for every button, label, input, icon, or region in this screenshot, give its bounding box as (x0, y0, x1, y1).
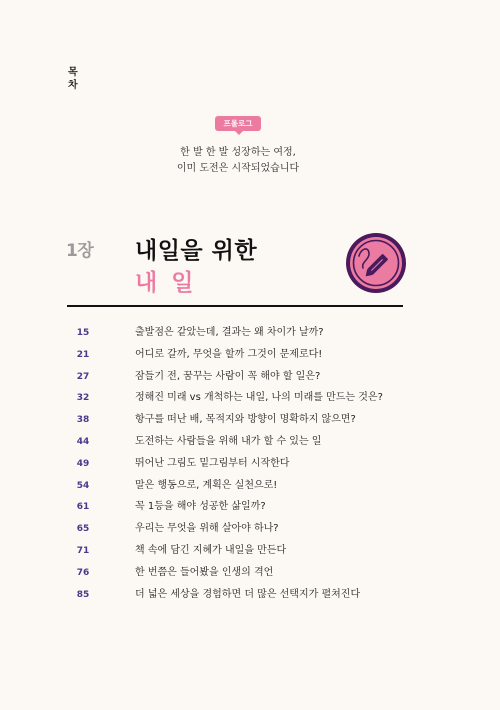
toc-entry-title: 잠들기 전, 꿈꾸는 사람이 꼭 해야 할 일은? (135, 370, 321, 382)
toc-page-number: 71 (76, 545, 90, 556)
toc-entry-title: 한 번쯤은 들어봤을 인생의 격언 (135, 566, 274, 578)
toc-page-number: 76 (76, 567, 90, 578)
toc-page-number: 44 (76, 436, 90, 447)
toc-page-number: 65 (76, 524, 90, 535)
toc-entry[interactable] (0, 479, 500, 501)
toc-page-number: 49 (76, 458, 90, 469)
toc-page-number: 85 (76, 589, 90, 600)
chapter-title-line-1: 내일을 위한 (135, 238, 258, 264)
toc-entry-title: 도전하는 사람들을 위해 내가 할 수 있는 일 (135, 435, 322, 447)
prologue-line-2: 이미 도전은 시작되었습니다 (176, 163, 300, 174)
chapter-number: 1장 (66, 241, 94, 261)
chapter-title-line-2: 내 일 (135, 270, 197, 296)
toc-entry-title: 꼭 1등을 해야 성공한 삶일까? (135, 501, 266, 513)
toc-entry[interactable] (0, 348, 500, 370)
toc-entry[interactable] (0, 457, 500, 479)
toc-entry-title: 항구를 떠난 배, 목적지와 방향이 명확하지 않으면? (135, 414, 356, 426)
toc-entry-title: 더 넓은 세상을 경험하면 더 많은 선택지가 펼쳐진다 (135, 588, 361, 600)
toc-entry[interactable] (0, 500, 500, 522)
toc-entry[interactable] (0, 435, 500, 457)
toc-entry[interactable] (0, 566, 500, 588)
toc-page-number: 32 (76, 393, 90, 404)
divider (67, 305, 403, 307)
pencil-icon (345, 232, 407, 294)
prologue-line-1: 한 발 한 발 성장하는 여정, (180, 147, 296, 158)
toc-page-number: 27 (76, 371, 90, 382)
prologue-badge[interactable]: 프롤로그 (215, 116, 261, 131)
toc-entry-title: 뛰어난 그림도 밑그림부터 시작한다 (135, 457, 290, 469)
toc-page-number: 21 (76, 349, 90, 360)
prologue-text (138, 145, 338, 177)
toc-entry[interactable] (0, 370, 500, 392)
toc-page-number: 15 (76, 328, 90, 338)
toc-entry[interactable] (0, 522, 500, 544)
toc-entry-title: 책 속에 담긴 지혜가 내일을 만든다 (135, 544, 287, 556)
toc-entry-title: 정해진 미래 vs 개척하는 내일, 나의 미래를 만드는 것은? (135, 392, 383, 404)
toc-entry[interactable] (0, 326, 500, 348)
toc-entry-title: 출발점은 같았는데, 결과는 왜 차이가 날까? (135, 327, 324, 338)
toc-entry[interactable] (0, 588, 500, 610)
toc-entry[interactable] (0, 413, 500, 435)
toc-page-number: 54 (76, 480, 90, 491)
toc-entry[interactable] (0, 391, 500, 413)
toc-entry[interactable] (0, 544, 500, 566)
toc-entry-title: 우리는 무엇을 위해 살아야 하나? (135, 523, 279, 535)
toc-entry-title: 말은 행동으로, 계획은 실천으로! (135, 479, 278, 491)
toc-list (0, 326, 500, 609)
toc-page-number: 61 (76, 502, 90, 513)
toc-heading: 목 차 (68, 67, 78, 91)
toc-page-number: 38 (76, 415, 90, 426)
toc-entry-title: 어디로 갈까, 무엇을 할까 그것이 문제로다! (135, 348, 323, 360)
